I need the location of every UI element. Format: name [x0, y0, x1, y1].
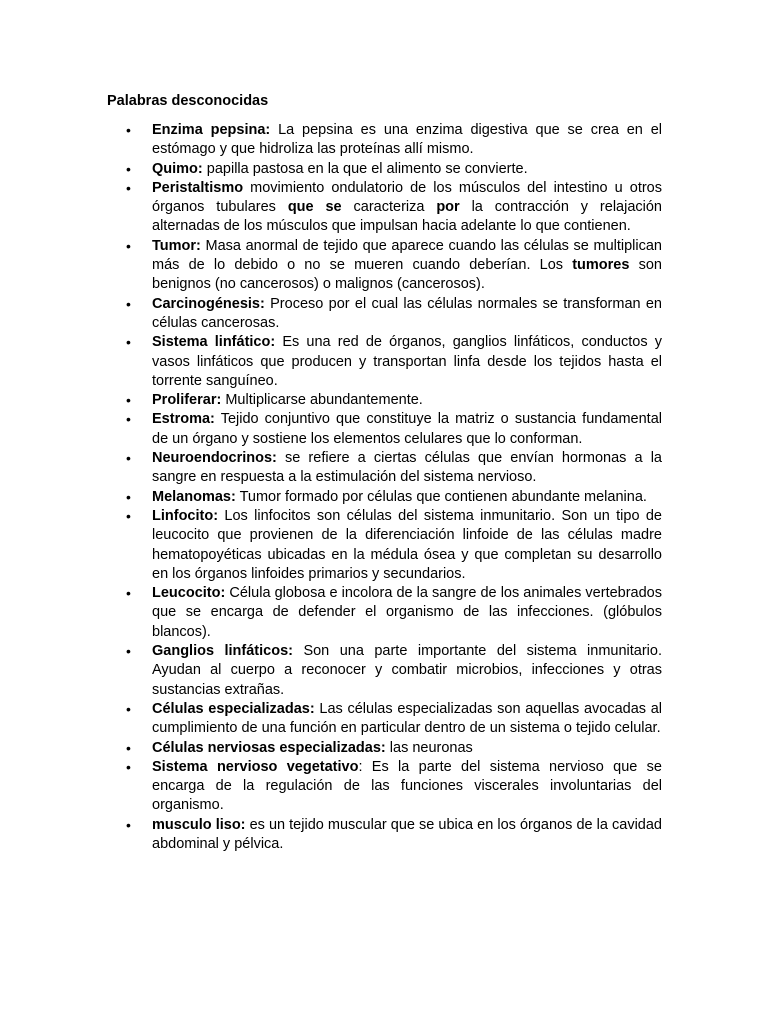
term-label: Neuroendocrinos: [152, 450, 277, 467]
term-label: Sistema nervioso vegetativo [152, 758, 359, 775]
list-item-enzima-pepsina [126, 121, 662, 160]
term-definition-bold: tumores [572, 257, 630, 274]
term-label: Ganglios linfáticos: [152, 643, 293, 660]
glossary-list [126, 121, 662, 854]
term-label: Melanomas: [152, 488, 236, 505]
list-item-tumor [126, 237, 662, 295]
term-label: musculo liso: [152, 816, 246, 833]
bullet-icon: • [126, 450, 131, 467]
term-definition: Tejido conjuntivo que constituye la matriz o sustancia fundamental de un órgano y sostiene los elementos celulares que lo conforman. [152, 411, 662, 447]
list-item-estroma [126, 410, 662, 449]
term-label: Peristaltismo [152, 179, 244, 196]
term-definition: las neuronas [385, 739, 473, 756]
bullet-icon: • [126, 392, 131, 409]
bullet-icon: • [126, 334, 131, 351]
list-item-melanomas [126, 488, 662, 507]
term-definition: : Es la parte del sistema nervioso que se encarga de la regulación de las funciones viscerales involuntarias del organismo. [152, 758, 662, 814]
list-item-celulas-nerviosas [126, 739, 662, 758]
bullet-icon: • [126, 816, 131, 833]
term-label: Tumor: [152, 237, 201, 254]
term-definition: papilla pastosa en la que el alimento se convierte. [202, 160, 528, 177]
term-definition-part: movimiento ondulatorio de los músculos del intestino u otros órganos tubulares [152, 179, 662, 216]
bullet-icon: • [126, 700, 131, 717]
term-label: Estroma: [152, 411, 215, 428]
list-item-proliferar [126, 391, 662, 410]
list-item-quimo [126, 160, 662, 179]
term-label: Proliferar: [152, 392, 222, 409]
bullet-icon: • [126, 585, 131, 602]
bullet-icon: • [126, 507, 131, 524]
term-label: Enzima pepsina: [152, 122, 271, 138]
term-label: Linfocito: [152, 507, 219, 524]
term-label: Leucocito: [152, 585, 226, 602]
list-item-ganglios-linfaticos [126, 642, 662, 700]
list-item-leucocito [126, 584, 662, 642]
list-item-linfocito [126, 507, 662, 584]
term-definition-bold: que se [287, 199, 342, 216]
term-definition: Es una red de órganos, ganglios linfáticos, conductos y vasos linfáticos que producen y transportan linfa desde los tejidos hasta el torrente sanguíneo. [152, 334, 662, 389]
bullet-icon: • [126, 488, 131, 505]
list-item-peristaltismo [126, 179, 662, 237]
list-item-neuroendocrinos [126, 449, 662, 488]
bullet-icon: • [126, 237, 131, 254]
list-item-musculo-liso [126, 816, 662, 855]
term-definition: se refiere a ciertas células que envían hormonas a la sangre en respuesta a la estimulación del sistema nervioso. [152, 450, 662, 486]
term-label: Carcinogénesis: [152, 295, 265, 312]
bullet-icon: • [126, 295, 131, 312]
term-definition: La pepsina es una enzima digestiva que se crea en el estómago y que hidroliza las proteínas allí mismo. [152, 122, 662, 158]
bullet-icon: • [126, 739, 131, 756]
list-item-sistema-linfatico [126, 333, 662, 391]
term-label: Células especializadas: [152, 700, 315, 717]
term-definition-bold: por [436, 199, 460, 216]
term-definition-part: la contracción y relajación alternadas de los músculos que impulsan hacia adelante lo que contienen. [152, 199, 662, 235]
list-item-celulas-especializadas [126, 700, 662, 739]
bullet-icon: • [126, 411, 131, 428]
list-item-carcinogenesis [126, 295, 662, 334]
bullet-icon: • [126, 758, 131, 775]
term-definition: Multiplicarse abundantemente. [221, 392, 423, 409]
term-definition-part: son benignos (no cancerosos) o malignos (cancerosos). [152, 257, 662, 293]
bullet-icon: • [126, 122, 131, 138]
term-label: Células nerviosas especializadas: [152, 739, 386, 756]
term-label: Sistema linfático: [152, 334, 276, 351]
term-definition: Proceso por el cual las células normales se transforman en células cancerosas. [152, 295, 662, 331]
page-title: Palabras desconocidas [107, 93, 269, 109]
bullet-icon: • [126, 643, 131, 660]
term-definition: Los linfocitos son células del sistema inmunitario. Son un tipo de leucocito que provienen de la diferenciación linfoide de las células madre hematopoyéticas ubicadas en la médula ósea y que completan su desarrollo en los órganos linfoides primarios y secundarios. [152, 507, 662, 582]
term-definition-part: caracteriza [341, 199, 437, 216]
term-label: Quimo: [152, 160, 203, 177]
term-definition: Las células especializadas son aquellas avocadas al cumplimiento de una función en particular dentro de un sistema o tejido celular. [152, 700, 663, 737]
list-item-sistema-nervioso-vegetativo [126, 758, 662, 816]
term-definition: Célula globosa e incolora de la sangre de los animales vertebrados que se encarga de defender el organismo de las infecciones. (glóbulos blancos). [152, 585, 662, 640]
bullet-icon: • [126, 160, 131, 177]
term-definition: Son una parte importante del sistema inmunitario. Ayudan al cuerpo a reconocer y combatir microbios, infecciones y otras sustancias extrañas. [152, 643, 662, 698]
term-definition: Tumor formado por células que contienen abundante melanina. [235, 488, 647, 505]
bullet-icon: • [126, 179, 131, 196]
term-definition-part: Masa anormal de tejido que aparece cuando las células se multiplican más de lo debido o no se mueren cuando deberían. Los [152, 237, 662, 274]
term-definition: es un tejido muscular que se ubica en los órganos de la cavidad abdominal y pélvica. [152, 816, 662, 852]
